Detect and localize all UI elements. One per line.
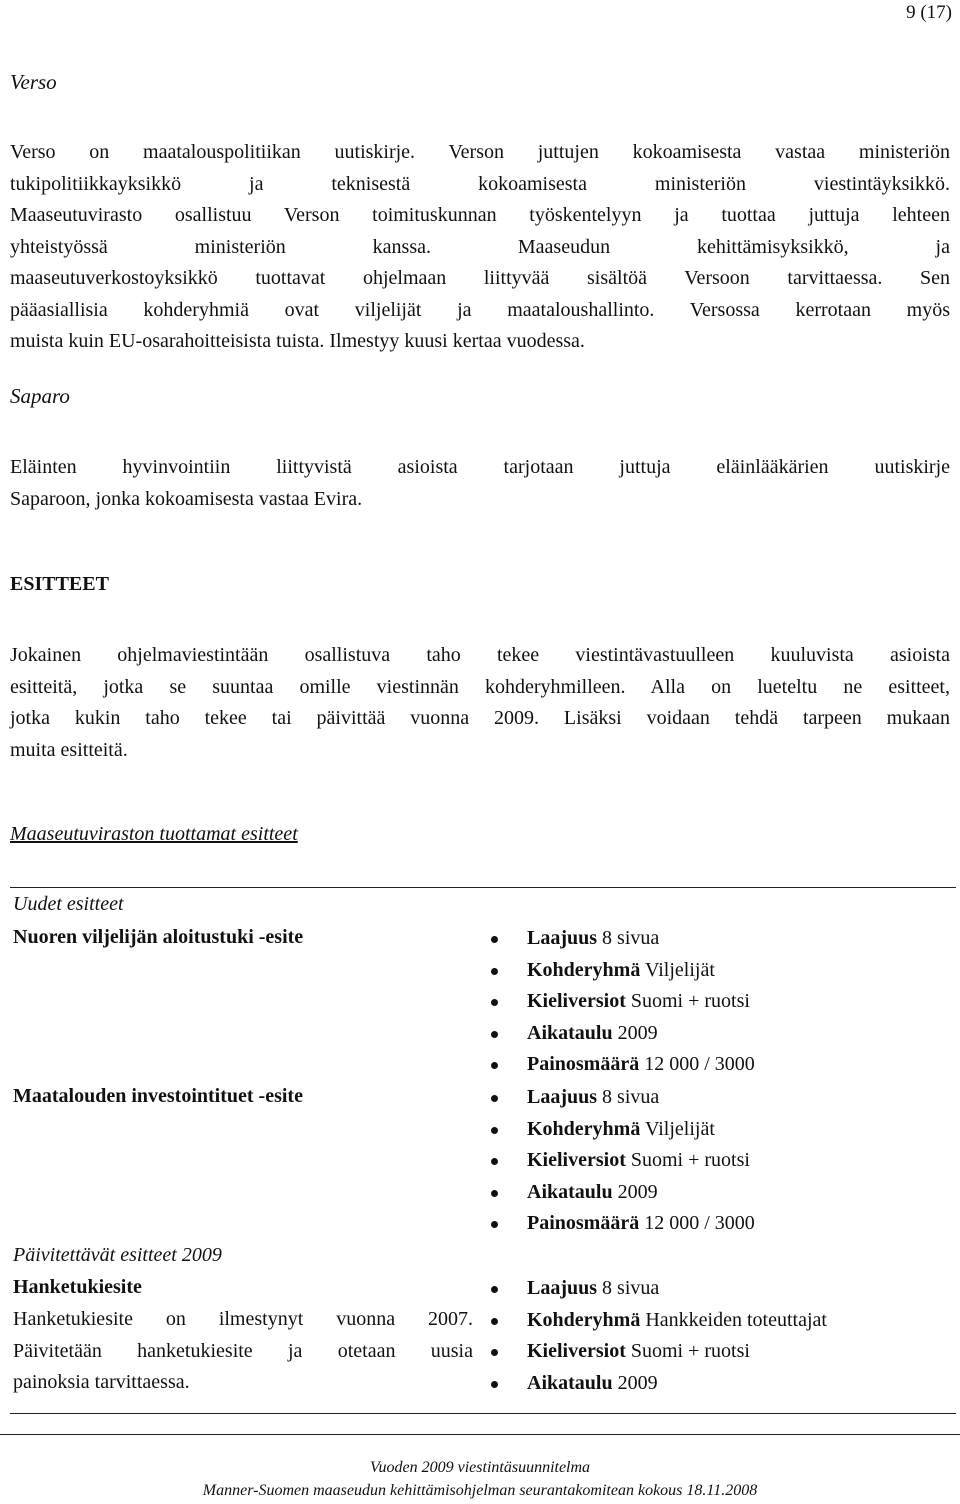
verso-heading: Verso [10,70,57,94]
esitteet-line: muita esitteitä. [10,738,128,761]
new-brochures-label: Uudet esitteet [13,893,124,915]
bullet-icon [491,936,498,943]
list-item [485,1114,755,1146]
saparo-paragraph [10,452,950,515]
brochure-description [13,1304,473,1399]
list-item [485,1018,755,1050]
list-item [485,1273,827,1305]
prop-value: 2009 [617,1371,658,1394]
brochure-title: Hanketukiesite [13,1276,142,1298]
verso-line: Maaseutuvirasto osallistuu Verson toimituskunnan työskentelyyn ja tuottaa juttuja lehteen [10,204,950,226]
prop-key: Painosmäärä [527,1212,640,1234]
verso-line: muista kuin EU-osarahoitteisista tuista. Ilmestyy kuusi kertaa vuodessa. [10,330,585,352]
prop-key: Kieliversiot [527,1149,626,1171]
description-line: Hanketukiesite on ilmestynyt vuonna 2007. [13,1308,473,1330]
prop-key: Laajuus [527,1086,598,1108]
footer-rule [0,1434,960,1435]
bullet-icon [491,1190,498,1197]
table-top-rule [10,887,956,888]
list-item [485,1305,827,1337]
esitteet-paragraph [10,640,950,766]
brochure-title: Nuoren viljelijän aloitustuki -esite [13,926,304,948]
prop-key: Aikataulu [527,1371,613,1394]
bullet-icon [491,1381,498,1388]
page-number: 9 (17) [906,2,952,23]
bullet-icon [491,999,498,1006]
saparo-line: Eläinten hyvinvointiin liittyvistä asioista tarjotaan juttuja eläinlääkärien uutiskirje [10,456,950,478]
bullet-icon [491,1318,498,1325]
list-item [485,986,755,1018]
prop-value: 12 000 / 3000 [644,1053,755,1075]
prop-key: Laajuus [527,927,598,949]
list-item [485,1208,755,1240]
verso-paragraph [10,137,950,358]
table-title: Maaseutuviraston tuottamat esitteet [10,823,298,845]
verso-line: pääasiallisia kohderyhmiä ovat viljelijät ja maataloushallinto. Versossa kerrotaan myös [10,298,950,321]
list-item [485,1177,755,1209]
bullet-icon [491,1286,498,1293]
esitteet-line: Jokainen ohjelmaviestintään osallistuva taho tekee viestintävastuulleen kuuluvista asioista [10,644,950,666]
saparo-line: Saparoon, jonka kokoamisesta vastaa Evira. [10,487,363,510]
prop-value: 8 sivua [602,927,660,949]
update-brochures-label: Päivitettävät esitteet 2009 [13,1244,222,1266]
prop-value: 12 000 / 3000 [644,1212,755,1234]
prop-value: 8 sivua [602,1277,660,1299]
bullet-icon [491,1031,498,1038]
list-item [485,1145,755,1177]
saparo-heading: Saparo [10,384,70,408]
bullet-icon [491,1127,498,1134]
list-item [485,1049,755,1081]
bullet-icon [491,968,498,975]
prop-value: 8 sivua [602,1086,660,1108]
footer-meeting: Manner-Suomen maaseudun kehittämisohjelman seurantakomitean kokous 18.11.2008 [202,1482,758,1499]
prop-value: 2009 [617,1021,658,1044]
verso-line: tukipolitiikkayksikkö ja teknisestä kokoamisesta ministeriön viestintäyksikkö. [10,172,950,195]
bullet-icon [491,1062,498,1069]
prop-value: Suomi + ruotsi [630,1149,750,1171]
list-item [485,1336,827,1368]
footer-title: Vuoden 2009 viestintäsuunnitelma [369,1459,591,1476]
list-item [485,1082,755,1114]
esitteet-line: esitteitä, jotka se suuntaa omille viestinnän kohderyhmilleen. Alla on lueteltu ne esitteet, [10,675,950,698]
prop-value: Viljelijät [644,958,715,981]
description-line: painoksia tarvittaessa. [13,1371,190,1393]
description-line: Päivitetään hanketukiesite ja otetaan uusia [13,1339,473,1362]
prop-value: Viljelijät [644,1117,715,1140]
brochure-props-list [485,923,755,1081]
brochure-title: Maatalouden investointituet -esite [13,1085,303,1107]
prop-key: Aikataulu [527,1180,613,1203]
list-item [485,923,755,955]
verso-line: maaseutuverkostoyksikkö tuottavat ohjelmaan liittyvää sisältöä Versoon tarvittaessa. Sen [10,267,950,289]
prop-key: Laajuus [527,1277,598,1299]
brochure-props-list [485,1082,755,1240]
bullet-icon [491,1158,498,1165]
list-item [485,1368,827,1400]
prop-key: Kohderyhmä [527,958,641,981]
prop-value: 2009 [617,1180,658,1203]
prop-key: Kieliversiot [527,1340,626,1362]
prop-value: Suomi + ruotsi [630,1340,750,1362]
table-bottom-rule [10,1413,956,1414]
prop-key: Kohderyhmä [527,1308,641,1331]
bullet-icon [491,1221,498,1228]
prop-key: Kieliversiot [527,990,626,1012]
prop-value: Suomi + ruotsi [630,990,750,1012]
brochure-props-list [485,1273,827,1399]
prop-key: Painosmäärä [527,1053,640,1075]
verso-line: Verso on maatalouspolitiikan uutiskirje. Verson juttujen kokoamisesta vastaa ministeriön [10,141,950,163]
verso-line: yhteistyössä ministeriön kanssa. Maaseudun kehittämisyksikkö, ja [10,235,950,258]
list-item [485,955,755,987]
bullet-icon [491,1095,498,1102]
esitteet-heading: ESITTEET [10,573,109,595]
prop-key: Aikataulu [527,1021,613,1044]
prop-value: Hankkeiden toteuttajat [645,1308,827,1331]
bullet-icon [491,1349,498,1356]
esitteet-line: jotka kukin taho tekee tai päivittää vuonna 2009. Lisäksi voidaan tehdä tarpeen mukaan [10,707,950,729]
prop-key: Kohderyhmä [527,1117,641,1140]
